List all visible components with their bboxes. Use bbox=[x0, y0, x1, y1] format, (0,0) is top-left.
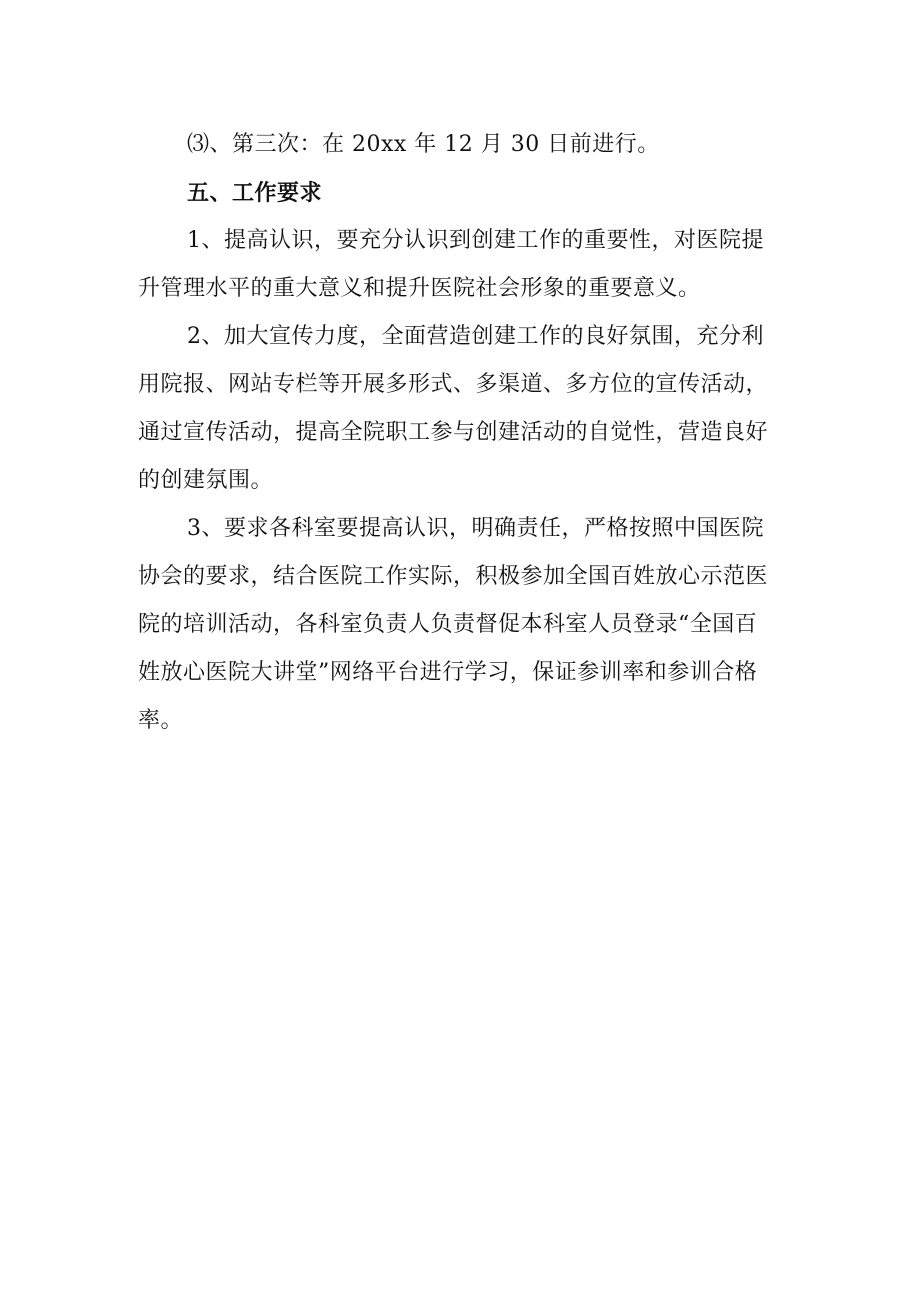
paragraph-line: 升管理水平的重大意义和提升医院社会形象的重要意义。 bbox=[138, 276, 701, 301]
paragraph-line: 姓放心医院大讲堂”网络平台进行学习，保证参训率和参训合格 bbox=[138, 660, 758, 685]
paragraph-3 bbox=[138, 505, 788, 745]
paragraph-line: 2、加大宣传力度，全面营造创建工作的良好氛围，充分利 bbox=[187, 324, 764, 349]
paragraph-line: 3、要求各科室要提高认识，明确责任，严格按照中国医院 bbox=[187, 516, 764, 541]
document-body bbox=[138, 121, 788, 745]
paragraph-line: 通过宣传活动，提高全院职工参与创建活动的自觉性，营造良好 bbox=[138, 420, 769, 445]
section-heading: 五、工作要求 bbox=[187, 180, 323, 206]
paragraph-line: 的创建氛围。 bbox=[138, 468, 274, 493]
paragraph-line: 院的培训活动，各科室负责人负责督促本科室人员登录“全国百 bbox=[138, 612, 758, 637]
paragraph-line: 协会的要求，结合医院工作实际，积极参加全国百姓放心示范医 bbox=[138, 564, 769, 589]
paragraph-line: 用院报、网站专栏等开展多形式、多渠道、多方位的宣传活动， bbox=[138, 372, 769, 397]
paragraph-1 bbox=[138, 217, 788, 313]
paragraph-2 bbox=[138, 313, 788, 505]
schedule-item-3: ⑶、第三次：在 20xx 年 12 月 30 日前进行。 bbox=[187, 132, 660, 157]
paragraph-line: 1、提高认识，要充分认识到创建工作的重要性，对医院提 bbox=[187, 228, 764, 253]
paragraph-line: 率。 bbox=[138, 708, 184, 733]
